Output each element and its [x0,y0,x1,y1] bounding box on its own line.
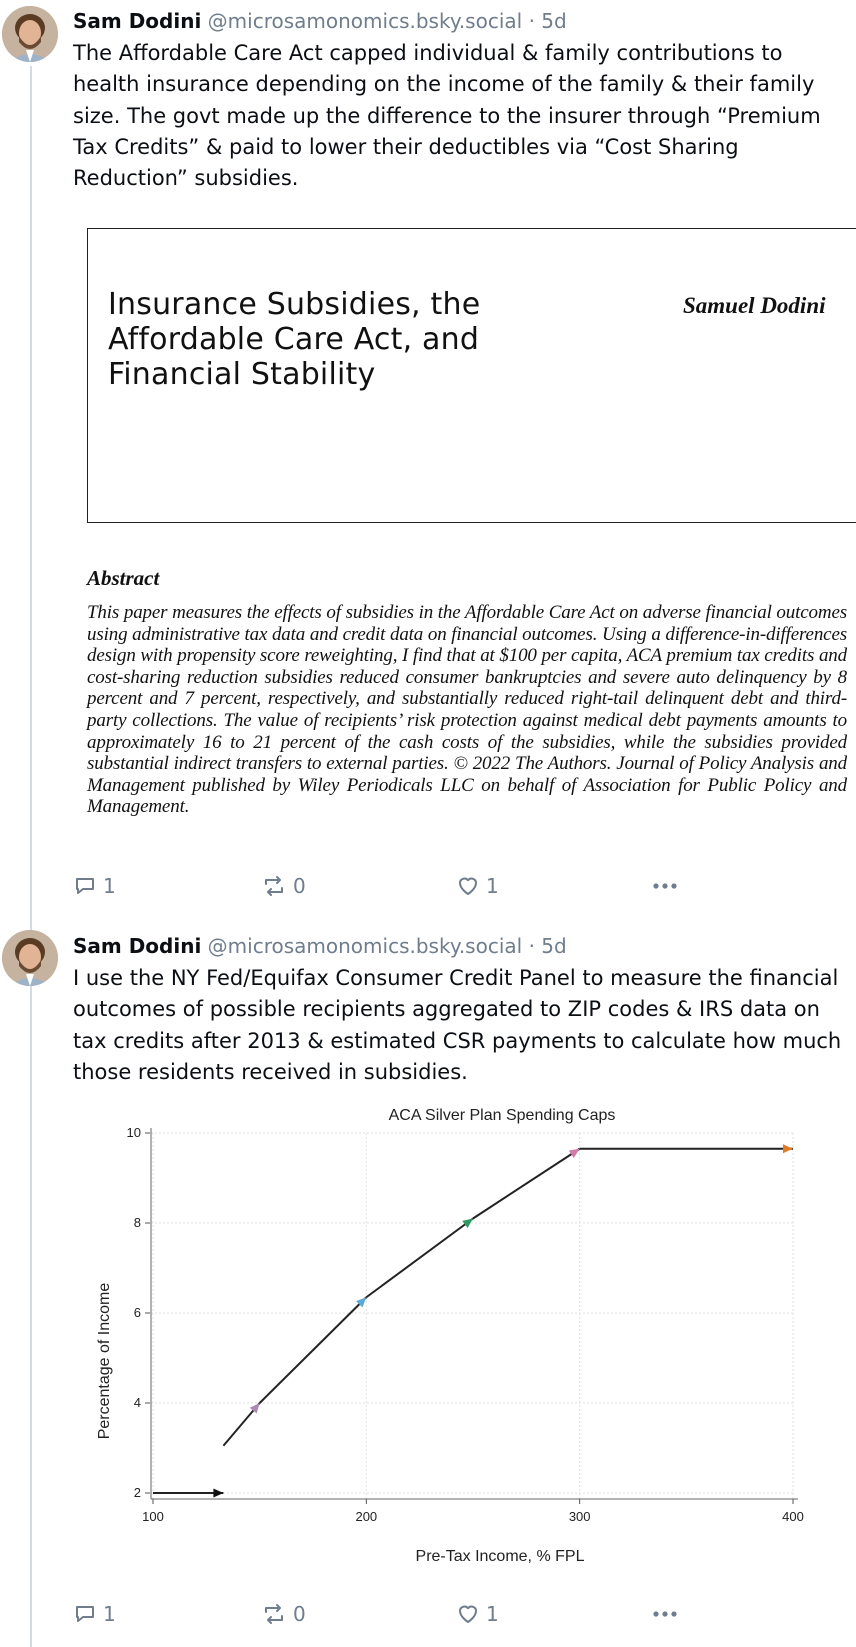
abstract-heading: Abstract [87,566,160,590]
repost-count: 0 [293,1602,306,1626]
heart-icon [456,1602,480,1626]
reply-button[interactable] [73,1599,116,1629]
x-axis-label: Pre-Tax Income, % FPL [415,1548,585,1565]
author-name[interactable]: Sam Dodini [73,9,202,33]
y-tick-label: 6 [133,1305,141,1320]
post-header [73,933,567,959]
post-time[interactable]: 5d [541,934,567,958]
series-arrowhead [783,1144,793,1153]
chart-title: ACA Silver Plan Spending Caps [388,1107,616,1124]
abstract-text: This paper measures the effects of subsidies in the Affordable Care Act on adverse financial outcomes using administrative tax data and credit data on financial outcomes. Using a difference-in-differences design with propensity score reweighting, I find that at $100 per capita, ACA premium tax credits and cost-sharing reduction subsidies reduced consumer bankruptcies and severe auto delinquency by 8 percent and 7 percent, respectively, and substantially reduced right-tail delinquent debt and third-party collections. The value of recipients’ risk protection against medical debt payments amounts to approximately 16 to 21 percent of the cash costs of the subsidies, while the subsidies provided substantial indirect transfers to external parties. © 2022 The Authors. Journal of Policy Analysis and Management published by Wiley Periodicals LLC on behalf of Association for Public Policy and Management. [87,602,847,818]
author-handle[interactable]: @microsamonomics.bsky.social [207,934,523,958]
separator: · [528,9,535,33]
post-text: The Affordable Care Act capped individual & family contributions to health insurance depending on the income of the family & their family size. The govt made up the difference to the insurer through “Premium Tax Credits” & paid to lower their deductibles via “Cost Sharing Reduction” subsidies. [73,41,821,191]
post-actions [73,871,773,901]
repost-arrows-icon [261,1602,287,1626]
reply-button[interactable] [73,871,116,901]
like-button[interactable] [456,871,499,901]
repost-button[interactable] [261,1599,306,1629]
x-tick-label: 200 [355,1509,378,1524]
repost-arrows-icon [261,874,287,898]
paper-image[interactable] [73,212,856,852]
x-tick-label: 300 [568,1509,591,1524]
heart-icon [456,874,480,898]
chart-image[interactable] [73,1098,856,1598]
like-count: 1 [486,1602,499,1626]
speech-bubble-icon [73,874,97,898]
more-options-button[interactable] [651,871,679,901]
series-arrowhead [213,1489,223,1498]
y-tick-label: 2 [133,1485,141,1500]
paper-title-box [87,228,856,523]
avatar[interactable] [2,930,58,986]
like-button[interactable] [456,1599,499,1629]
paper-author: Samuel Dodini [683,293,826,318]
series-line-segment [473,1149,580,1219]
x-tick-label: 400 [782,1509,804,1524]
speech-bubble-icon [73,1602,97,1626]
like-count: 1 [486,874,499,898]
ellipsis-icon [651,1602,679,1626]
x-tick-label: 100 [142,1509,164,1524]
paper-title: Insurance Subsidies, the Affordable Care Act, and Financial Stability [108,287,481,392]
post-text: I use the NY Fed/Equifax Consumer Credit Panel to measure the financial outcomes of possible recipients aggregated to ZIP codes & IRS data on tax credits after 2013 & estimated CSR payments to calculate how much those residents received in subsidies. [73,966,842,1084]
author-handle[interactable]: @microsamonomics.bsky.social [207,9,523,33]
reply-count: 1 [103,874,116,898]
y-axis-label: Percentage of Income [96,1282,113,1440]
spending-caps-chart [73,1098,856,1598]
y-tick-label: 10 [126,1125,141,1140]
y-tick-label: 4 [133,1395,141,1410]
avatar[interactable] [2,6,58,62]
author-name[interactable]: Sam Dodini [73,934,202,958]
series-line-segment [366,1219,473,1298]
y-tick-label: 8 [133,1215,141,1230]
reply-count: 1 [103,1602,116,1626]
repost-button[interactable] [261,871,306,901]
post-time[interactable]: 5d [541,9,567,33]
post-actions [73,1599,773,1629]
separator: · [528,934,535,958]
series-arrowhead [569,1149,580,1158]
ellipsis-icon [651,874,679,898]
more-options-button[interactable] [651,1599,679,1629]
repost-count: 0 [293,874,306,898]
post-header [73,8,567,34]
thread-line [30,66,32,1647]
